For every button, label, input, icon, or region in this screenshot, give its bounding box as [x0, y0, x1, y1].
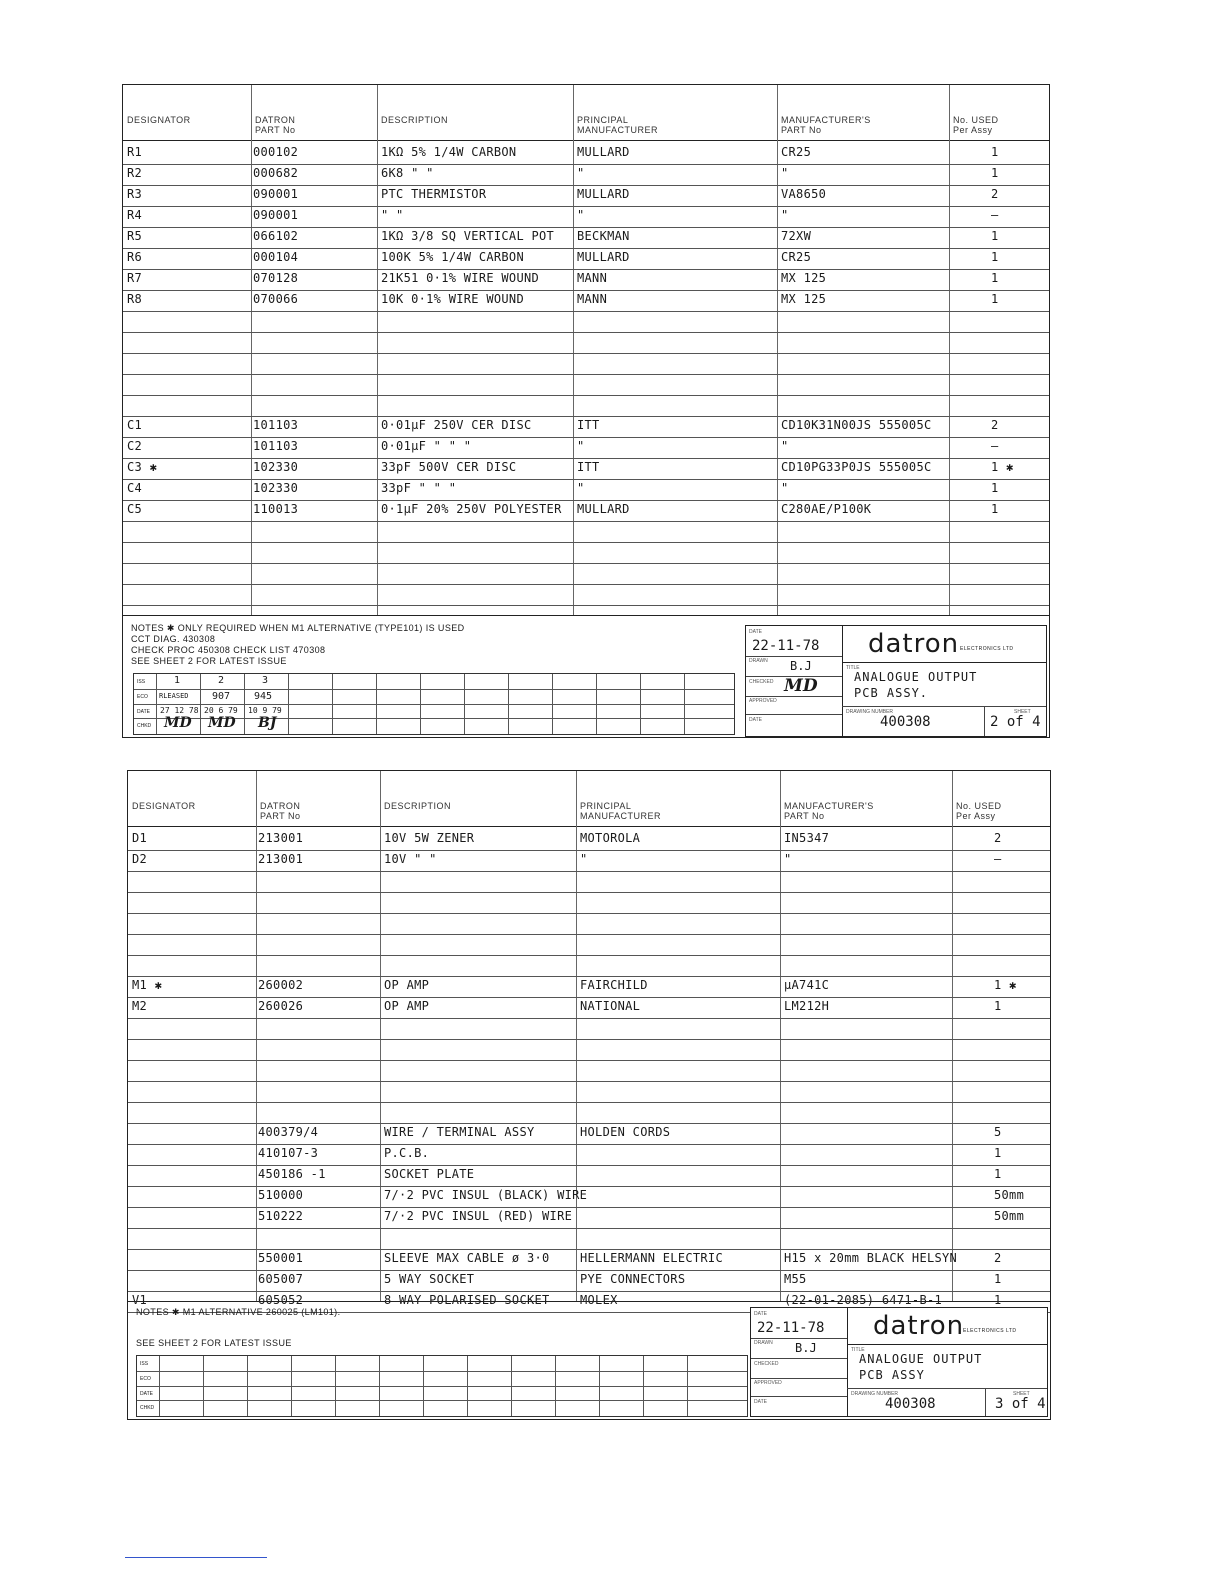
- table-row: [128, 1228, 1050, 1250]
- cell-qty-used: 1: [991, 166, 999, 180]
- table-row: [128, 1144, 1050, 1166]
- cell-manufacturer: ": [577, 439, 585, 453]
- cell-datron-part: 110013: [253, 502, 299, 516]
- table-row: [128, 1249, 1050, 1271]
- cell-datron-part: 605052: [258, 1293, 304, 1307]
- cell-designator: D2: [132, 852, 148, 866]
- cell-description: 7/·2 PVC INSUL (BLACK) WIRE: [384, 1188, 588, 1202]
- cell-manufacturer-part: CR25: [781, 145, 812, 159]
- cell-designator: C4: [127, 481, 143, 495]
- cell-manufacturer-part: H15 x 20mm BLACK HELSYN: [784, 1251, 958, 1265]
- cell-datron-part: 260026: [258, 999, 304, 1013]
- header-description: DESCRIPTION: [381, 115, 449, 125]
- cell-manufacturer: HOLDEN CORDS: [580, 1125, 671, 1139]
- cell-manufacturer: ": [580, 852, 588, 866]
- cell-manufacturer-part: CR25: [781, 250, 812, 264]
- cell-designator: R6: [127, 250, 143, 264]
- cell-description: 1KΩ 5% 1/4W CARBON: [381, 145, 517, 159]
- header-no-used: No. USED Per Assy: [953, 115, 999, 135]
- cell-description: 10K 0·1% WIRE WOUND: [381, 292, 524, 306]
- cell-manufacturer-part: IN5347: [784, 831, 830, 845]
- table-row: [123, 416, 1049, 438]
- table-row: [128, 1207, 1050, 1229]
- table-row: [123, 248, 1049, 270]
- cell-datron-part: 450186 -1: [258, 1167, 326, 1181]
- cell-datron-part: 000102: [253, 145, 299, 159]
- table-row: [123, 500, 1049, 522]
- cell-datron-part: 260002: [258, 978, 304, 992]
- table-row: [123, 269, 1049, 291]
- cell-manufacturer: MOLEX: [580, 1293, 618, 1307]
- parts-list-sheet-3: DESIGNATOR DATRON PART No DESCRIPTION PRINCIPAL MANUFACTURER MANUFACTURER'S PART No No. USED Per Assy D1 213001 10V 5W ZENER MOTOROLA IN5347 2 D2 213001 10V " " " " – M1 ✱ 260002 OP AMP FAIRCHILD µA741C 1 ✱ M2 260026 OP AMP NATIONAL LM212H 1 400379/4 WIRE / TERMINAL ASSY HOLDEN CORDS 5 410107-3 P.C.B. 1 450186 -1 SOCKET PLATE 1 510000 7/·2 PVC INSUL (BLACK) WIRE 50mm 510222 7/·2 PVC INSUL (RED) WIRE 50mm 550001 SLEEVE MAX CABLE ø 3·0 HELLERMANN ELECTRIC H15 x 20mm BLACK HELSYN 2 605007 5 WAY SOCKET PYE CONNECTORS M55 1 V1 605052 8 WAY POLARISED SOCKET MOLEX (22-01-2085) 6471-B-1 1 NOTES ✱ M1 ALTERNATIVE 260025 (LM101). SEE SHEET 2 FOR LATEST ISSUE ISS ECO DATE CHKD DATE 22-11-78 DRAWN B.J CHECKED APPROVED DATE datron ELECTRONICS LTD TITLE ANALOGUE OUTPUT PCB ASSY DRAWING NUMBER 400308 SHEET 3 of 4: [127, 770, 1051, 1420]
- cell-manufacturer-part: (22-01-2085) 6471-B-1: [784, 1293, 943, 1307]
- cell-manufacturer-part: C280AE/P100K: [781, 502, 872, 516]
- cell-description: 0·01µF 250V CER DISC: [381, 418, 532, 432]
- cell-datron-part: 605007: [258, 1272, 304, 1286]
- cell-manufacturer-part: VA8650: [781, 187, 827, 201]
- cell-qty-used: –: [991, 208, 999, 222]
- cell-qty-used: 1: [991, 292, 999, 306]
- cell-manufacturer: ": [577, 481, 585, 495]
- table-row: [123, 479, 1049, 501]
- notes-sheet-2: NOTES ✱ ONLY REQUIRED WHEN M1 ALTERNATIVE (TYPE101) IS USED CCT DIAG. 430308 CHECK PROC 450308 CHECK LIST 470308 SEE SHEET 2 FOR LATEST ISSUE: [131, 623, 465, 666]
- issue-grid-sheet-3: ISS ECO DATE CHKD: [136, 1355, 748, 1417]
- cell-designator: R4: [127, 208, 143, 222]
- table-row: [128, 913, 1050, 935]
- cell-datron-part: 102330: [253, 481, 299, 495]
- cell-datron-part: 066102: [253, 229, 299, 243]
- table-row: [128, 871, 1050, 893]
- table-row: [128, 1081, 1050, 1103]
- table-row: [128, 955, 1050, 977]
- cell-manufacturer: BECKMAN: [577, 229, 630, 243]
- cell-description: 1KΩ 3/8 SQ VERTICAL POT: [381, 229, 555, 243]
- cell-qty-used: 1: [991, 271, 999, 285]
- drawn-by: B.J: [790, 659, 812, 673]
- table-row: [123, 374, 1049, 396]
- cell-manufacturer-part: 72XW: [781, 229, 812, 243]
- cell-qty-used: 2: [994, 831, 1002, 845]
- cell-datron-part: 410107-3: [258, 1146, 319, 1160]
- cell-designator: R5: [127, 229, 143, 243]
- cell-designator: D1: [132, 831, 148, 845]
- table-row: [123, 353, 1049, 375]
- cell-manufacturer: ": [577, 166, 585, 180]
- cell-designator: M2: [132, 999, 148, 1013]
- table-row: [128, 997, 1050, 1019]
- header-principal-manufacturer: PRINCIPAL MANUFACTURER: [577, 115, 659, 135]
- cell-manufacturer: MULLARD: [577, 502, 630, 516]
- cell-qty-used: 2: [994, 1251, 1002, 1265]
- cell-datron-part: 101103: [253, 439, 299, 453]
- cell-description: OP AMP: [384, 999, 430, 1013]
- cell-qty-used: 1: [991, 145, 999, 159]
- cell-manufacturer-part: ": [781, 481, 789, 495]
- cell-designator: V1: [132, 1293, 148, 1307]
- notes-sheet-3: NOTES ✱ M1 ALTERNATIVE 260025 (LM101). SEE SHEET 2 FOR LATEST ISSUE: [136, 1307, 341, 1348]
- table-row: [128, 1123, 1050, 1145]
- cell-description: 10V " ": [384, 852, 437, 866]
- cell-manufacturer: NATIONAL: [580, 999, 641, 1013]
- checked-signature: MD: [784, 676, 818, 696]
- table-row: [123, 542, 1049, 564]
- parts-list-sheet-2: [122, 84, 1050, 738]
- cell-description: 33pF 500V CER DISC: [381, 460, 517, 474]
- table-row: [123, 185, 1049, 207]
- table-row: [123, 290, 1049, 312]
- cell-manufacturer: HELLERMANN ELECTRIC: [580, 1251, 723, 1265]
- cell-datron-part: 101103: [253, 418, 299, 432]
- table-row: [123, 332, 1049, 354]
- cell-datron-part: 090001: [253, 208, 299, 222]
- cell-qty-used: 1: [991, 481, 999, 495]
- table-row: [128, 1018, 1050, 1040]
- table-row: [123, 206, 1049, 228]
- cell-description: P.C.B.: [384, 1146, 430, 1160]
- cell-qty-used: 1: [994, 1293, 1002, 1307]
- cell-manufacturer: ITT: [577, 460, 600, 474]
- cell-qty-used: 1: [991, 250, 999, 264]
- cell-manufacturer-part: CD10PG33P0JS 555005C: [781, 460, 932, 474]
- cell-description: OP AMP: [384, 978, 430, 992]
- table-row: [128, 850, 1050, 872]
- cell-description: 7/·2 PVC INSUL (RED) WIRE: [384, 1209, 573, 1223]
- cell-manufacturer-part: LM212H: [784, 999, 830, 1013]
- table-row: [128, 892, 1050, 914]
- cell-datron-part: 550001: [258, 1251, 304, 1265]
- sheet-number: 2 of 4: [990, 714, 1041, 730]
- cell-qty-used: –: [991, 439, 999, 453]
- cell-datron-part: 213001: [258, 852, 304, 866]
- table-row: [123, 521, 1049, 543]
- table-row: [128, 1102, 1050, 1124]
- cell-designator: R1: [127, 145, 143, 159]
- footer-rule: [125, 1557, 267, 1558]
- issue-grid-sheet-2: ISS ECO DATE CHKD 1 RLEASED 27 12 78 MD 2 907 20 6 79 MD 3 945 10 9 79 BJ: [133, 673, 735, 735]
- cell-datron-part: 400379/4: [258, 1125, 319, 1139]
- table-row: [128, 1186, 1050, 1208]
- cell-qty-used: 1: [994, 1167, 1002, 1181]
- cell-manufacturer-part: M55: [784, 1272, 807, 1286]
- cell-designator: R2: [127, 166, 143, 180]
- cell-qty-used: 1: [994, 999, 1002, 1013]
- cell-manufacturer: ": [577, 208, 585, 222]
- cell-datron-part: 000104: [253, 250, 299, 264]
- cell-designator: R7: [127, 271, 143, 285]
- table-row: [128, 1270, 1050, 1292]
- cell-qty-used: 1: [991, 502, 999, 516]
- cell-designator: C3 ✱: [127, 460, 158, 474]
- cell-manufacturer: MULLARD: [577, 145, 630, 159]
- cell-description: SLEEVE MAX CABLE ø 3·0: [384, 1251, 550, 1265]
- drawing-date: 22-11-78: [752, 638, 820, 654]
- cell-designator: C1: [127, 418, 143, 432]
- datron-logo: datron: [868, 629, 960, 659]
- cell-manufacturer: MULLARD: [577, 187, 630, 201]
- cell-datron-part: 070066: [253, 292, 299, 306]
- cell-qty-used: 1: [994, 1272, 1002, 1286]
- cell-qty-used: 1: [994, 1146, 1002, 1160]
- header-designator: DESIGNATOR: [127, 115, 191, 125]
- cell-description: " ": [381, 208, 404, 222]
- cell-designator: C5: [127, 502, 143, 516]
- cell-manufacturer: FAIRCHILD: [580, 978, 648, 992]
- title-block-sheet-3: DATE 22-11-78 DRAWN B.J CHECKED APPROVED DATE datron ELECTRONICS LTD TITLE ANALOGUE OUTPUT PCB ASSY DRAWING NUMBER 400308 SHEET 3 of 4: [750, 1307, 1048, 1417]
- cell-qty-used: 1: [991, 229, 999, 243]
- cell-manufacturer-part: CD10K31N00JS 555005C: [781, 418, 932, 432]
- table-row: [128, 829, 1050, 851]
- cell-description: 8 WAY POLARISED SOCKET: [384, 1293, 550, 1307]
- table-row: [128, 1165, 1050, 1187]
- cell-description: 0·01µF " " ": [381, 439, 472, 453]
- cell-qty-used: 1 ✱: [994, 978, 1017, 992]
- table-row: [128, 976, 1050, 998]
- cell-manufacturer-part: ": [781, 166, 789, 180]
- table-row: [123, 395, 1049, 417]
- cell-datron-part: 510000: [258, 1188, 304, 1202]
- cell-manufacturer-part: MX 125: [781, 292, 827, 306]
- header-divider: [123, 140, 1049, 141]
- cell-description: 21K51 0·1% WIRE WOUND: [381, 271, 540, 285]
- table-row: [123, 458, 1049, 480]
- cell-manufacturer: MULLARD: [577, 250, 630, 264]
- cell-manufacturer-part: ": [781, 439, 789, 453]
- cell-description: 5 WAY SOCKET: [384, 1272, 475, 1286]
- table-row: [128, 934, 1050, 956]
- table-row: [123, 227, 1049, 249]
- drawing-number: 400308: [880, 714, 931, 730]
- cell-manufacturer: MANN: [577, 292, 608, 306]
- cell-qty-used: 5: [994, 1125, 1002, 1139]
- cell-description: 100K 5% 1/4W CARBON: [381, 250, 524, 264]
- cell-description: SOCKET PLATE: [384, 1167, 475, 1181]
- cell-manufacturer: MANN: [577, 271, 608, 285]
- cell-qty-used: –: [994, 852, 1002, 866]
- cell-designator: R8: [127, 292, 143, 306]
- cell-manufacturer-part: MX 125: [781, 271, 827, 285]
- cell-description: 10V 5W ZENER: [384, 831, 475, 845]
- cell-qty-used: 1 ✱: [991, 460, 1014, 474]
- cell-manufacturer-part: µA741C: [784, 978, 830, 992]
- table-row: [128, 1039, 1050, 1061]
- cell-description: 0·1µF 20% 250V POLYESTER: [381, 502, 562, 516]
- cell-description: 6K8 " ": [381, 166, 434, 180]
- table-row: [128, 1060, 1050, 1082]
- cell-datron-part: 070128: [253, 271, 299, 285]
- table-row: [123, 143, 1049, 165]
- cell-datron-part: 090001: [253, 187, 299, 201]
- cell-designator: C2: [127, 439, 143, 453]
- cell-description: WIRE / TERMINAL ASSY: [384, 1125, 535, 1139]
- cell-manufacturer-part: ": [784, 852, 792, 866]
- cell-datron-part: 102330: [253, 460, 299, 474]
- table-row: [123, 164, 1049, 186]
- cell-description: 33pF " " ": [381, 481, 457, 495]
- cell-datron-part: 213001: [258, 831, 304, 845]
- cell-qty-used: 2: [991, 418, 999, 432]
- table-row: [123, 563, 1049, 585]
- table-row: [123, 437, 1049, 459]
- table-row: [123, 584, 1049, 606]
- header-manufacturer-part: MANUFACTURER'S PART No: [781, 115, 871, 135]
- cell-datron-part: 510222: [258, 1209, 304, 1223]
- drawing-title: ANALOGUE OUTPUT: [854, 670, 978, 684]
- cell-manufacturer-part: ": [781, 208, 789, 222]
- table-row: [123, 311, 1049, 333]
- cell-manufacturer: PYE CONNECTORS: [580, 1272, 686, 1286]
- cell-qty-used: 50mm: [994, 1188, 1025, 1202]
- cell-qty-used: 50mm: [994, 1209, 1025, 1223]
- cell-manufacturer: ITT: [577, 418, 600, 432]
- cell-designator: M1 ✱: [132, 978, 163, 992]
- cell-qty-used: 2: [991, 187, 999, 201]
- title-block-sheet-2: DATE 22-11-78 DRAWN B.J CHECKED MD APPROVED DATE datron ELECTRONICS LTD TITLE ANALOGUE OUTPUT PCB ASSY. DRAWING NUMBER 400308 SHEET 2 of 4: [745, 625, 1047, 737]
- cell-designator: R3: [127, 187, 143, 201]
- cell-manufacturer: MOTOROLA: [580, 831, 641, 845]
- cell-datron-part: 000682: [253, 166, 299, 180]
- cell-description: PTC THERMISTOR: [381, 187, 487, 201]
- header-datron-part: DATRON PART No: [255, 115, 296, 135]
